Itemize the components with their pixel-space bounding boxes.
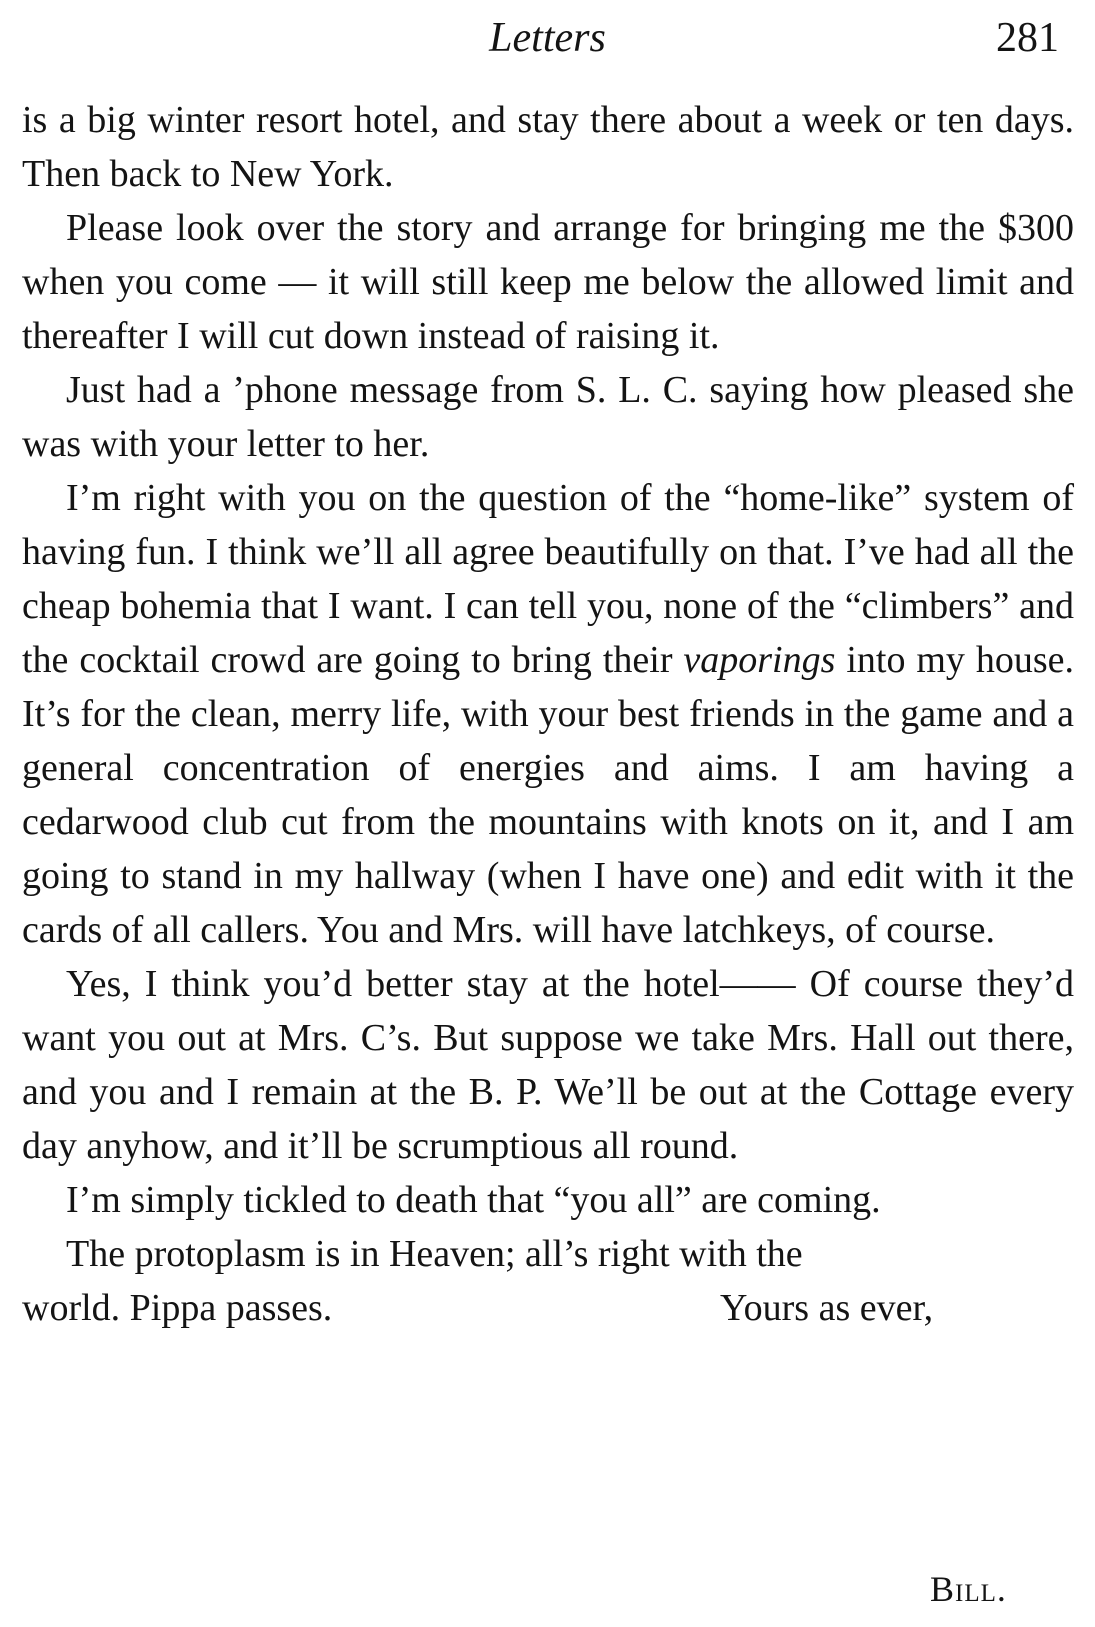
paragraph-text: The protoplasm is in Heaven; all’s right with the — [66, 1233, 803, 1275]
letter-body — [22, 93, 1074, 1335]
paragraph — [22, 201, 1074, 363]
signature: Bill. — [930, 1569, 1007, 1609]
italic-text: vaporings — [683, 639, 836, 681]
paragraph-text: Please look over the story and arrange for bringing me the $300 when you come — it will still keep me below the allowed limit and thereafter I will cut down instead of raising it. — [22, 207, 1074, 357]
paragraph — [22, 471, 1074, 957]
page-header — [0, 14, 1095, 70]
closing-line — [22, 1281, 1074, 1335]
paragraph-text: Just had a ’phone message from S. L. C. saying how pleased she was with your letter to her. — [22, 369, 1074, 465]
paragraph-text: is a big winter resort hotel, and stay there about a week or ten days. Then back to New York. — [22, 99, 1074, 195]
paragraph — [22, 1227, 1074, 1281]
paragraph — [22, 957, 1074, 1173]
paragraph-text: into my house. It’s for the clean, merry life, with your best friends in the game and a general concentration of energies and aims. I am having a cedarwood club cut from the mountains with knots on it, and I am going to stand in my hallway (when I have one) and edit with it the cards of all callers. You and Mrs. will have latchkeys, of course. — [22, 639, 1075, 951]
paragraph — [22, 93, 1074, 201]
paragraph-text: Yes, I think you’d better stay at the hotel—— Of course they’d want you out at Mrs. C’s. But suppose we take Mrs. Hall out there, and you and I remain at the B. P. We’ll be out at the Cottage every day anyhow, and it’ll be scrumptious all round. — [22, 963, 1074, 1167]
page-number: 281 — [996, 15, 1059, 61]
running-title: Letters — [489, 15, 606, 61]
paragraph — [22, 363, 1074, 471]
paragraph-text: I’m simply tickled to death that “you all” are coming. — [66, 1179, 881, 1221]
paragraph-text: I’m right with you on the question of the “home-like” system of having fun. I think we’ll all agree beautifully on that. I’ve had all the cheap bohemia that I want. I can tell you, none of the “climbers” and the cocktail crowd are going to bring their — [22, 477, 1074, 681]
paragraph — [22, 1173, 1074, 1227]
closing-left: world. Pippa passes. — [22, 1287, 333, 1329]
valediction: Yours as ever, — [720, 1287, 934, 1329]
